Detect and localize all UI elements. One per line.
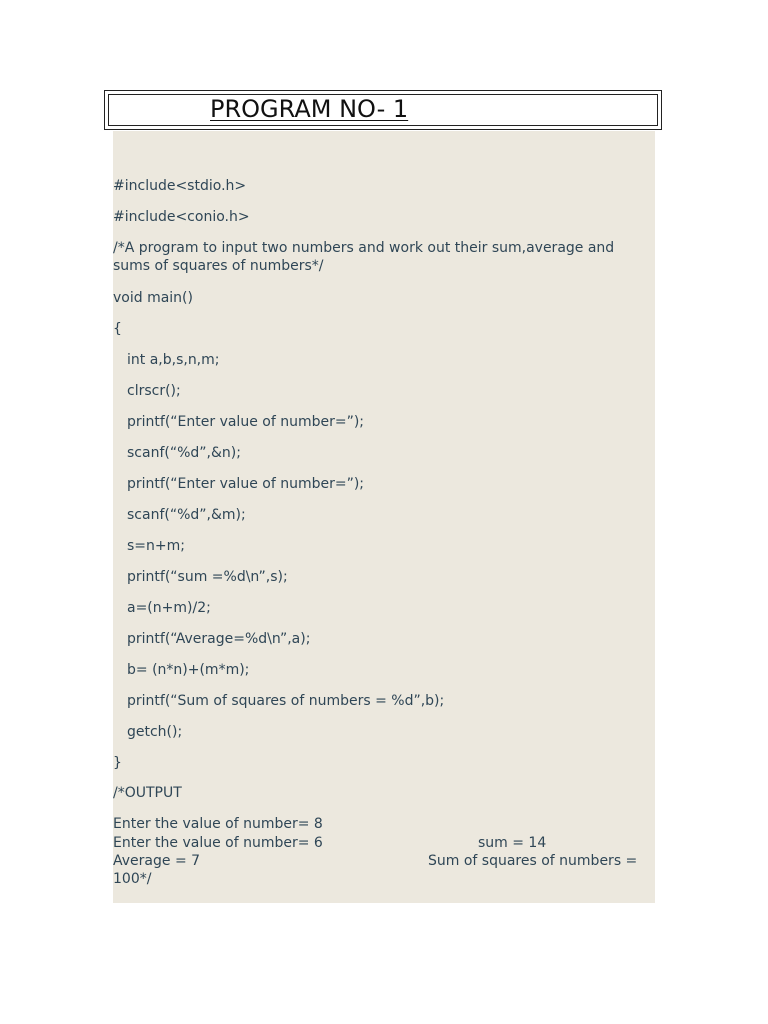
code-line-open-brace: { [113,321,122,337]
output-line-first-input: Enter the value of number= 8 [113,816,323,832]
output-squares-label: Sum of squares of numbers = [428,853,638,869]
code-line-main: void main() [113,290,193,306]
code-line-printf-first-prompt: printf(“Enter value of number=”); [127,414,365,430]
code-line-printf-squares: printf(“Sum of squares of numbers = %d”,b); [127,693,445,709]
code-line-squares-calc: b= (n*n)+(m*m); [127,662,250,678]
code-line-scanf-m: scanf(“%d”,&m); [127,507,246,523]
code-line-scanf-n: scanf(“%d”,&n); [127,445,241,461]
code-listing [113,131,655,903]
code-line-sum-calc: s=n+m; [127,538,185,554]
code-line-printf-second-prompt: printf(“Enter value of number=”); [127,476,365,492]
code-line-declaration: int a,b,s,n,m; [127,352,220,368]
code-line-include-stdio: #include<stdio.h> [113,178,247,194]
code-line-close-brace: } [113,755,122,771]
output-squares-value: 100*/ [113,871,152,887]
code-line-average-calc: a=(n+m)/2; [127,600,211,616]
output-line-second-input: Enter the value of number= 6 [113,835,323,851]
code-line-clrscr: clrscr(); [127,383,181,399]
code-comment-description: /*A program to input two numbers and work out their sum,average and sums of squares of numbers*/ [113,240,615,274]
code-line-printf-sum: printf(“sum =%d\n”,s); [127,569,288,585]
output-line-average: Average = 7 [113,853,201,869]
code-line-getch: getch(); [127,724,183,740]
output-sum-result: sum = 14 [478,835,547,851]
code-comment-output-start: /*OUTPUT [113,785,182,801]
code-line-printf-average: printf(“Average=%d\n”,a); [127,631,311,647]
title-box [104,90,662,130]
page-title: PROGRAM NO- 1 [210,95,409,123]
code-line-include-conio: #include<conio.h> [113,209,250,225]
